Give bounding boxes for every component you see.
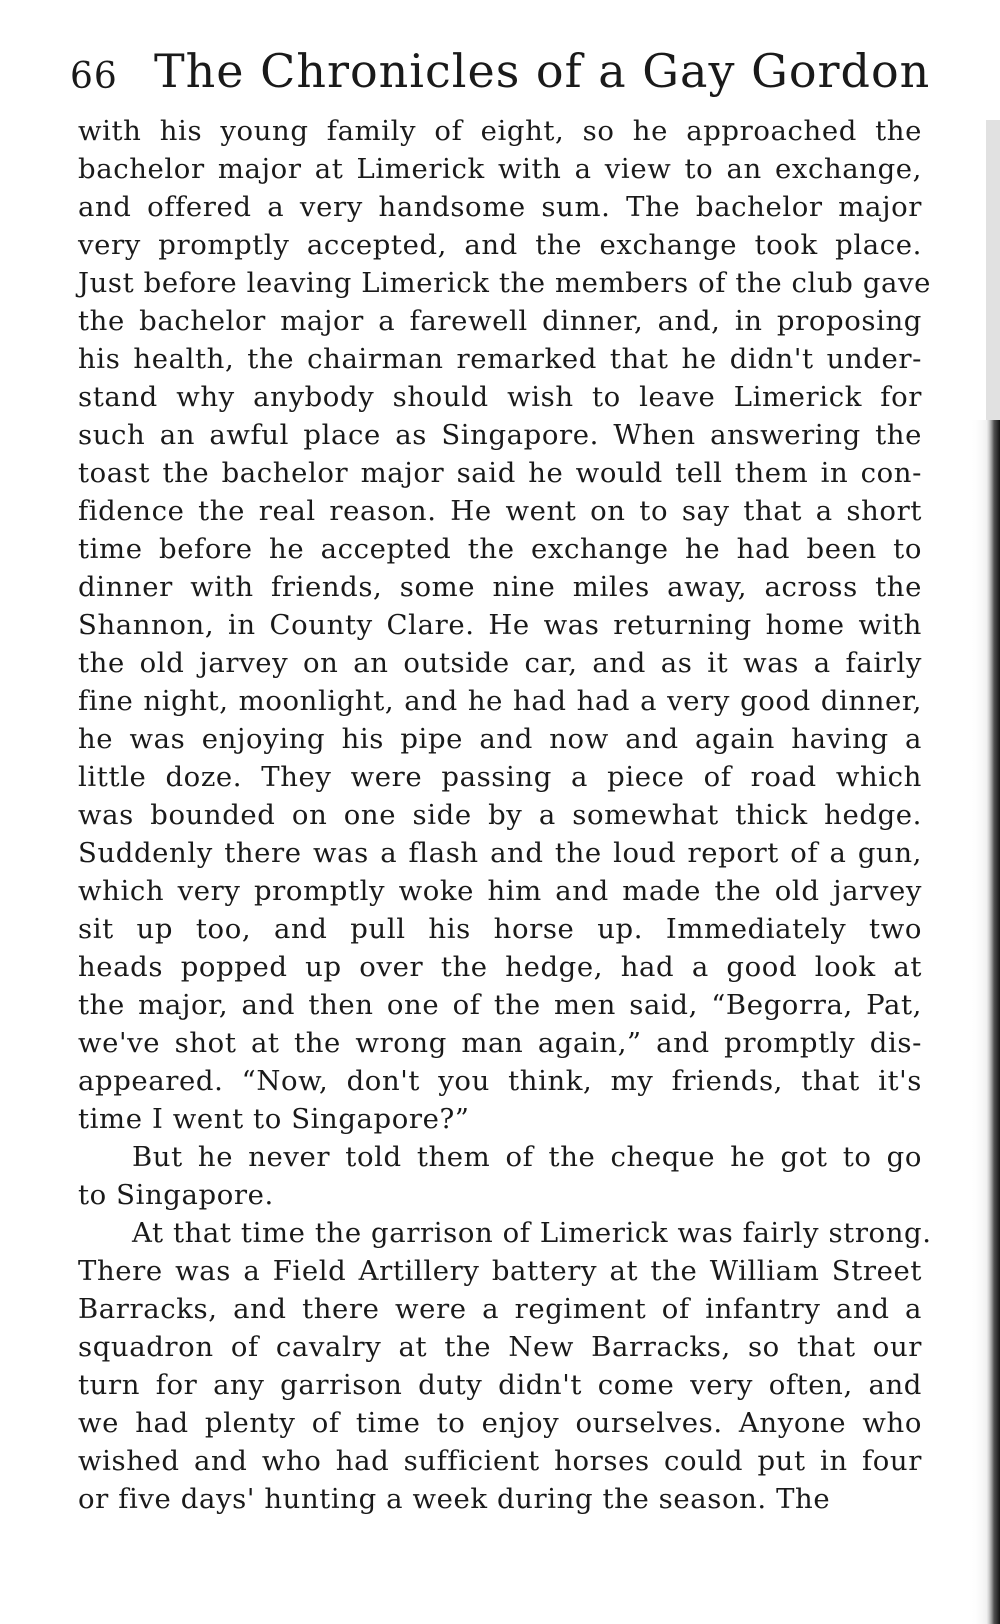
text-line: But he never told them of the cheque he got to go [132,1141,922,1173]
text-line: heads popped up over the hedge, had a good look at [78,951,922,983]
text-line: time before he accepted the exchange he had been to [78,533,922,565]
text-line: sit up too, and pull his horse up. Immediately two [78,913,922,945]
body-text [78,112,932,1518]
text-line: or five days' hunting a week during the season. The [78,1483,831,1515]
text-line: we've shot at the wrong man again,” and promptly dis- [78,1027,922,1059]
text-line: to Singapore. [78,1179,274,1211]
text-line: very promptly accepted, and the exchange took place. [78,229,922,261]
text-line: with his young family of eight, so he approached the [78,115,922,147]
text-line: the bachelor major a farewell dinner, and, in proposing [78,305,922,337]
text-line: toast the bachelor major said he would tell them in con- [78,457,922,489]
page-edge-shadow [940,0,1000,1624]
text-line: At that time the garrison of Limerick was fairly strong. [132,1217,932,1249]
text-line: squadron of cavalry at the New Barracks, so that our [78,1331,922,1363]
text-line: was bounded on one side by a somewhat thick hedge. [78,799,922,831]
text-line: Just before leaving Limerick the members of the club gave [78,267,932,299]
page-number: 66 [70,56,118,97]
text-line: fine night, moonlight, and he had had a very good dinner, [78,685,922,717]
text-line: and offered a very handsome sum. The bachelor major [78,191,922,223]
text-line: the old jarvey on an outside car, and as it was a fairly [78,647,922,679]
text-line: stand why anybody should wish to leave Limerick for [78,381,922,413]
text-line: he was enjoying his pipe and now and again having a [78,723,922,755]
text-line: we had plenty of time to enjoy ourselves. Anyone who [78,1407,922,1439]
text-line: the major, and then one of the men said, “Begorra, Pat, [78,989,922,1021]
page-header [70,40,930,110]
text-line: wished and who had sufficient horses could put in four [78,1445,922,1477]
text-line: his health, the chairman remarked that he didn't under- [78,343,922,375]
text-line: Suddenly there was a flash and the loud report of a gun, [78,837,922,869]
text-line: There was a Field Artillery battery at the William Street [78,1255,922,1287]
text-line: such an awful place as Singapore. When answering the [78,419,922,451]
paragraph [78,112,932,1138]
text-line: which very promptly woke him and made the old jarvey [78,875,922,907]
text-line: appeared. “Now, don't you think, my friends, that it's [78,1065,922,1097]
text-line: time I went to Singapore?” [78,1103,470,1135]
text-line: little doze. They were passing a piece of road which [78,761,922,793]
text-line: turn for any garrison duty didn't come very often, and [78,1369,922,1401]
text-line: Shannon, in County Clare. He was returning home with [78,609,922,641]
text-line: Barracks, and there were a regiment of infantry and a [78,1293,922,1325]
paragraph [78,1138,922,1214]
paragraph [78,1214,932,1518]
running-title: The Chronicles of a Gay Gordon [154,44,931,98]
text-line: dinner with friends, some nine miles away, across the [78,571,922,603]
text-line: fidence the real reason. He went on to say that a short [78,495,922,527]
text-line: bachelor major at Limerick with a view to an exchange, [78,153,922,185]
